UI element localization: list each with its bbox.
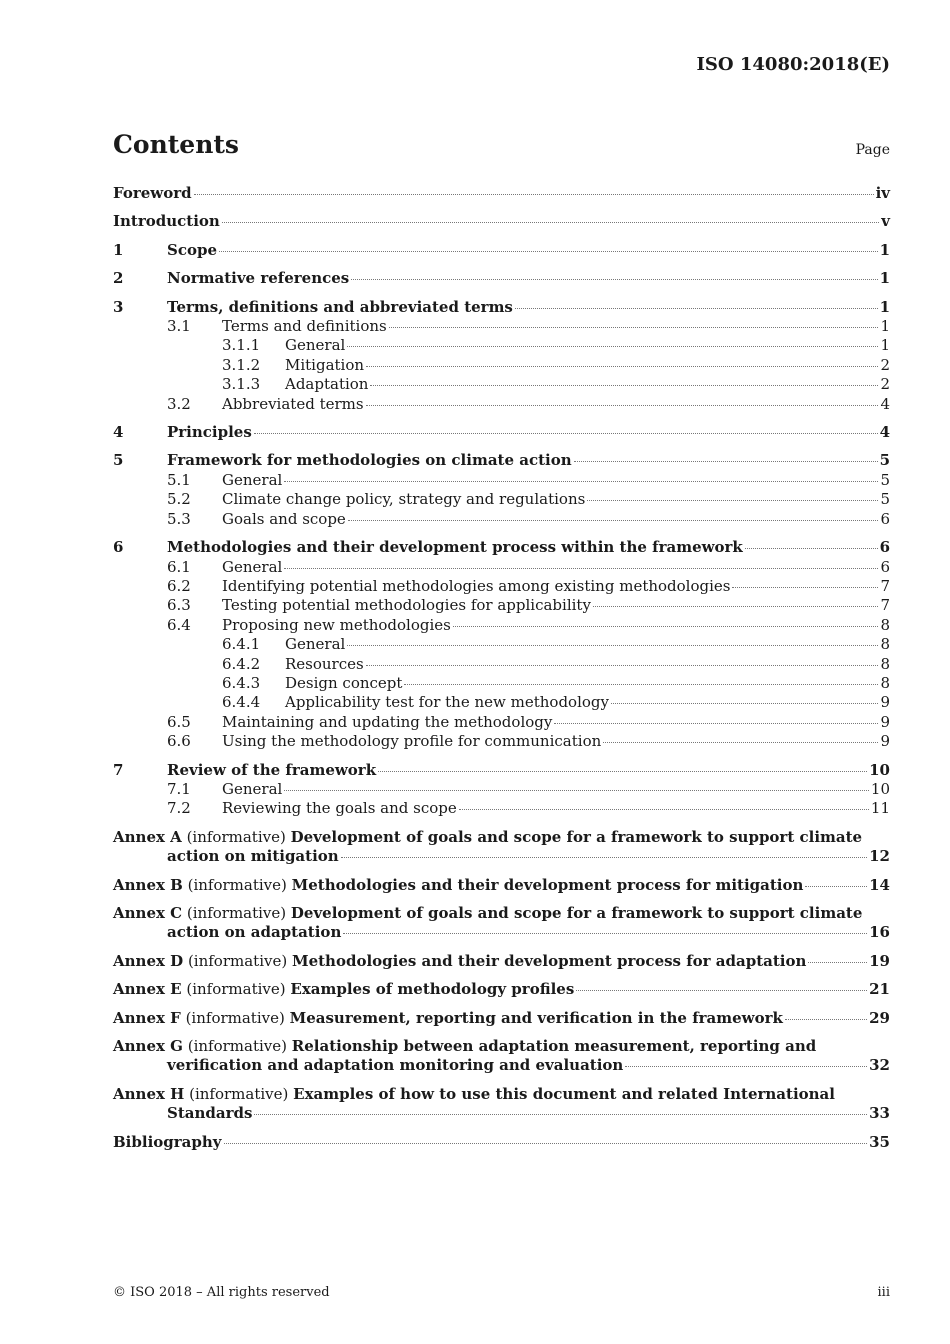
toc-annex-entry[interactable] xyxy=(113,904,890,943)
toc-entry-page: 10 xyxy=(870,779,890,798)
toc-entry-page: 9 xyxy=(880,732,890,751)
dot-leader xyxy=(625,1066,867,1067)
dot-leader xyxy=(219,251,878,252)
annex-title: Development of goals and scope for a framework to support climate xyxy=(290,827,863,846)
table-of-contents xyxy=(113,184,890,1152)
toc-entry-text xyxy=(285,635,880,654)
dot-leader xyxy=(254,1114,867,1115)
annex-line-1 xyxy=(113,1085,890,1104)
toc-entry-number: 6.5 xyxy=(167,712,191,731)
annex-label: Annex D xyxy=(113,951,184,970)
annex-title-wrap xyxy=(113,952,806,971)
annex-label: Annex F xyxy=(113,1008,181,1027)
dot-leader xyxy=(389,327,879,328)
dot-leader xyxy=(587,500,878,501)
annex-label: Annex E xyxy=(113,980,182,999)
toc-annex-entry[interactable] xyxy=(113,952,890,971)
toc-entry-page: 1 xyxy=(880,336,890,355)
toc-entry[interactable] xyxy=(113,471,890,490)
toc-entry-number: 4 xyxy=(113,423,124,442)
toc-entry-title: Mitigation xyxy=(285,355,365,374)
annex-title-wrap xyxy=(113,876,803,895)
toc-entry-text xyxy=(222,558,880,577)
toc-entry-text xyxy=(222,395,880,414)
toc-entry[interactable] xyxy=(113,780,890,799)
annex-title-continued: action on adaptation xyxy=(167,923,342,942)
toc-entry-page: 8 xyxy=(880,673,890,692)
toc-entry-text xyxy=(222,616,880,635)
annex-title: Relationship between adaptation measurement, reporting and xyxy=(291,1037,817,1056)
annex-label: Annex A xyxy=(113,827,182,846)
toc-entry-number: 5.3 xyxy=(167,509,191,528)
annex-line xyxy=(113,1009,890,1028)
annex-title: Examples of methodology profiles xyxy=(290,980,575,999)
dot-leader xyxy=(554,723,878,724)
toc-entry[interactable] xyxy=(113,761,890,780)
copyright-notice: © ISO 2018 – All rights reserved xyxy=(113,1285,330,1300)
dot-leader xyxy=(343,933,867,934)
toc-entry-text xyxy=(222,780,871,799)
toc-entry[interactable] xyxy=(113,616,890,635)
toc-entry-title: General xyxy=(285,336,346,355)
toc-entry-title: Introduction xyxy=(113,212,220,231)
dot-leader xyxy=(224,1143,868,1144)
dot-leader xyxy=(366,665,879,666)
toc-entry-page: 6 xyxy=(880,509,890,528)
toc-entry-page: 35 xyxy=(869,1132,890,1151)
toc-entry-title: Abbreviated terms xyxy=(222,394,364,413)
toc-entry-page: 12 xyxy=(869,847,890,866)
dot-leader xyxy=(574,461,878,462)
toc-entry-text xyxy=(113,184,876,203)
toc-entry-number: 6.3 xyxy=(167,596,191,615)
annex-title-continued: Standards xyxy=(167,1104,253,1123)
toc-entry[interactable] xyxy=(113,510,890,529)
toc-entry-number: 6.2 xyxy=(167,576,191,595)
toc-entry-text xyxy=(222,471,880,490)
toc-entry-number: 2 xyxy=(113,269,124,288)
toc-entry-number: 3.1 xyxy=(167,317,191,336)
toc-entry-text xyxy=(222,596,880,615)
toc-entry[interactable] xyxy=(113,490,890,509)
toc-entry-number: 6.4.3 xyxy=(222,673,261,692)
annex-title: Development of goals and scope for a framework to support climate xyxy=(290,904,863,922)
toc-entry-title: Proposing new methodologies xyxy=(222,615,451,634)
toc-entry-text xyxy=(222,732,880,751)
toc-entry[interactable] xyxy=(113,538,890,557)
toc-entry[interactable] xyxy=(113,693,890,712)
toc-entry-title: Identifying potential methodologies among existing methodologies xyxy=(222,576,731,595)
toc-entry-number: 6.6 xyxy=(167,732,191,751)
toc-entry[interactable] xyxy=(113,596,890,615)
annex-line-2 xyxy=(113,923,890,942)
toc-entry-text xyxy=(222,490,880,509)
toc-entry-title: Testing potential methodologies for applicability xyxy=(222,596,591,615)
toc-entry-title: Terms, definitions and abbreviated terms xyxy=(167,297,513,316)
toc-entry[interactable] xyxy=(113,336,890,355)
toc-entry-title: Using the methodology profile for communication xyxy=(222,732,602,751)
annex-line-1 xyxy=(113,828,890,847)
toc-entry-number: 3 xyxy=(113,297,124,316)
toc-annex-entry[interactable] xyxy=(113,980,890,999)
toc-entry-page: 14 xyxy=(869,875,890,894)
dot-leader xyxy=(611,703,878,704)
toc-entry-page: 1 xyxy=(879,240,890,259)
toc-entry-text xyxy=(167,538,880,557)
toc-entry[interactable] xyxy=(113,674,890,693)
toc-entry-title: General xyxy=(222,557,283,576)
toc-entry-title: Principles xyxy=(167,423,252,442)
toc-entry-page: 1 xyxy=(880,317,890,336)
toc-entry-page: 7 xyxy=(880,596,890,615)
annex-title-continued: action on mitigation xyxy=(167,847,339,866)
toc-entry-text xyxy=(113,212,881,231)
toc-entry-page: 4 xyxy=(879,423,890,442)
toc-entry-page: 2 xyxy=(880,355,890,374)
toc-entry-page: 8 xyxy=(880,615,890,634)
toc-entry-number: 7.2 xyxy=(167,799,191,818)
toc-entry-title: Terms and definitions xyxy=(222,317,387,336)
toc-entry-number: 6.4 xyxy=(167,615,191,634)
annex-label: Annex C xyxy=(113,904,183,922)
toc-entry-number: 7 xyxy=(113,760,124,779)
toc-entry-title: Reviewing the goals and scope xyxy=(222,799,457,818)
dot-leader xyxy=(785,1019,867,1020)
annex-informative-tag: (informative) xyxy=(183,951,292,970)
toc-entry[interactable] xyxy=(113,451,890,470)
toc-entry-title: Bibliography xyxy=(113,1132,222,1151)
toc-entry[interactable] xyxy=(113,184,890,203)
dot-leader xyxy=(284,568,878,569)
dot-leader xyxy=(347,645,878,646)
dot-leader xyxy=(603,742,878,743)
dot-leader xyxy=(366,366,878,367)
toc-entry-page: 9 xyxy=(880,693,890,712)
annex-line-2 xyxy=(113,847,890,866)
toc-annex-entry[interactable] xyxy=(113,1009,890,1028)
toc-entry-text xyxy=(285,356,880,375)
toc-entry[interactable] xyxy=(113,375,890,394)
toc-entry-number: 3.2 xyxy=(167,394,191,413)
dot-leader xyxy=(351,279,877,280)
toc-entry-number: 6.4.1 xyxy=(222,635,261,654)
toc-entry-text xyxy=(167,761,869,780)
annex-line-2 xyxy=(113,1056,890,1075)
dot-leader xyxy=(284,790,869,791)
toc-entry-page: 5 xyxy=(880,490,890,509)
toc-entry-number: 3.1.2 xyxy=(222,355,261,374)
toc-entry-text xyxy=(222,577,880,596)
toc-entry-page: v xyxy=(881,212,890,231)
toc-annex-entry[interactable] xyxy=(113,1085,890,1124)
toc-entry-title: Review of the framework xyxy=(167,760,377,779)
dot-leader xyxy=(515,308,878,309)
toc-entry[interactable] xyxy=(113,269,890,288)
toc-entry-text xyxy=(113,1133,869,1152)
toc-entry-number: 7.1 xyxy=(167,779,191,798)
toc-entry-title: Maintaining and updating the methodology xyxy=(222,712,553,731)
toc-entry-title: Foreword xyxy=(113,184,192,202)
toc-entry-title: Scope xyxy=(167,240,218,259)
dot-leader xyxy=(576,990,867,991)
toc-annex-entry[interactable] xyxy=(113,876,890,895)
annex-line xyxy=(113,952,890,971)
annex-line xyxy=(113,980,890,999)
toc-entry-page: 11 xyxy=(870,799,890,818)
annex-informative-tag: (informative) xyxy=(181,980,291,999)
toc-entry[interactable] xyxy=(113,558,890,577)
toc-entry-page: 29 xyxy=(869,1008,890,1027)
annex-label: Annex G xyxy=(113,1037,183,1056)
toc-entry[interactable] xyxy=(113,713,890,732)
toc-entry[interactable] xyxy=(113,356,890,375)
toc-entry[interactable] xyxy=(113,395,890,414)
annex-informative-tag: (informative) xyxy=(182,904,291,922)
dot-leader xyxy=(593,606,879,607)
toc-entry-page: 21 xyxy=(869,980,890,999)
annex-title: Methodologies and their development process for mitigation xyxy=(291,875,804,894)
toc-annex-entry[interactable] xyxy=(113,828,890,867)
toc-entry-page: 9 xyxy=(880,712,890,731)
dot-leader xyxy=(378,771,867,772)
toc-annex-entry[interactable] xyxy=(113,1037,890,1076)
dot-leader xyxy=(732,587,878,588)
toc-entry-number: 5 xyxy=(113,451,124,470)
toc-entry-text xyxy=(285,693,880,712)
toc-entry-text xyxy=(167,298,880,317)
toc-entry-text xyxy=(285,336,880,355)
annex-line-2 xyxy=(113,1104,890,1123)
toc-entry[interactable] xyxy=(113,732,890,751)
dot-leader xyxy=(284,481,878,482)
toc-entry-title: Resources xyxy=(285,654,364,673)
toc-entry-page: 1 xyxy=(879,297,890,316)
toc-entry-title: Normative references xyxy=(167,269,350,288)
toc-entry-text xyxy=(167,269,880,288)
toc-entry-page: 5 xyxy=(880,470,890,489)
dot-leader xyxy=(404,684,878,685)
toc-entry-page: 2 xyxy=(880,375,890,394)
toc-entry-text xyxy=(167,241,880,260)
toc-entry-page: 4 xyxy=(880,394,890,413)
toc-entry-title: General xyxy=(285,635,346,654)
toc-entry-page: 7 xyxy=(880,576,890,595)
dot-leader xyxy=(745,548,878,549)
annex-label: Annex H xyxy=(113,1084,185,1103)
toc-entry-page: 16 xyxy=(869,923,890,942)
toc-entry-number: 6.4.4 xyxy=(222,693,261,712)
toc-entry-title: General xyxy=(222,779,283,798)
toc-entry-page: 33 xyxy=(869,1104,890,1123)
toc-entry-title: Adaptation xyxy=(285,375,369,394)
dot-leader xyxy=(366,405,879,406)
toc-entry-title: Framework for methodologies on climate action xyxy=(167,451,572,470)
dot-leader xyxy=(805,886,867,887)
toc-entry-page: 32 xyxy=(869,1056,890,1075)
toc-entry-number: 6.1 xyxy=(167,557,191,576)
toc-entry-page: iv xyxy=(875,184,890,202)
toc-entry-page: 10 xyxy=(869,760,890,779)
toc-entry-title: Design concept xyxy=(285,673,403,692)
toc-entry[interactable] xyxy=(113,635,890,654)
dot-leader xyxy=(341,857,867,858)
toc-entry-page: 6 xyxy=(880,557,890,576)
toc-entry-number: 5.2 xyxy=(167,490,191,509)
toc-entry-text xyxy=(222,799,871,818)
dot-leader xyxy=(347,346,878,347)
toc-entry-number: 6 xyxy=(113,538,124,557)
annex-label: Annex B xyxy=(113,875,183,894)
toc-entry-text xyxy=(285,655,880,674)
toc-entry[interactable] xyxy=(113,212,890,231)
toc-entry-page: 5 xyxy=(879,451,890,470)
toc-entry-number: 3.1.1 xyxy=(222,336,261,355)
annex-informative-tag: (informative) xyxy=(184,1084,294,1103)
toc-entry-number: 5.1 xyxy=(167,470,191,489)
toc-entry[interactable] xyxy=(113,298,890,317)
annex-informative-tag: (informative) xyxy=(180,1008,290,1027)
toc-entry-number: 3.1.3 xyxy=(222,375,261,394)
annex-title: Methodologies and their development process for adaptation xyxy=(291,951,807,970)
dot-leader xyxy=(194,194,874,195)
toc-entry-page: 8 xyxy=(880,654,890,673)
toc-entry-text xyxy=(222,713,880,732)
annex-title-wrap xyxy=(113,1009,783,1028)
toc-entry-page: 6 xyxy=(879,538,890,557)
toc-entry-title: Goals and scope xyxy=(222,509,346,528)
toc-entry[interactable] xyxy=(113,423,890,442)
toc-entry[interactable] xyxy=(113,241,890,260)
annex-line-1 xyxy=(113,1037,890,1056)
toc-entry-title: General xyxy=(222,470,283,489)
toc-entry-number: 6.4.2 xyxy=(222,654,261,673)
dot-leader xyxy=(222,222,879,223)
annex-informative-tag: (informative) xyxy=(181,827,291,846)
annex-title: Measurement, reporting and verification in the framework xyxy=(289,1008,783,1027)
toc-entry-title: Applicability test for the new methodology xyxy=(285,693,609,712)
toc-entry-text xyxy=(167,423,880,442)
toc-entry[interactable] xyxy=(113,799,890,818)
annex-line-1 xyxy=(113,904,890,923)
toc-entry[interactable] xyxy=(113,577,890,596)
toc-entry-title: Methodologies and their development process within the framework xyxy=(167,538,743,557)
dot-leader xyxy=(459,809,869,810)
annex-informative-tag: (informative) xyxy=(182,875,292,894)
dot-leader xyxy=(453,626,879,627)
page-number: iii xyxy=(877,1285,890,1300)
toc-entry-text xyxy=(285,375,880,394)
toc-entry-text xyxy=(222,317,880,336)
toc-entry-title: Climate change policy, strategy and regulations xyxy=(222,490,586,509)
page-column-label: Page xyxy=(855,142,890,158)
toc-entry-page: 8 xyxy=(880,635,890,654)
toc-entry[interactable] xyxy=(113,655,890,674)
annex-title: Examples of how to use this document and related International xyxy=(293,1084,835,1103)
page-title: Contents xyxy=(113,130,240,159)
dot-leader xyxy=(348,520,879,521)
toc-entry-page: 19 xyxy=(869,951,890,970)
annex-line xyxy=(113,876,890,895)
annex-informative-tag: (informative) xyxy=(182,1037,292,1056)
dot-leader xyxy=(808,962,867,963)
dot-leader xyxy=(254,433,878,434)
toc-entry[interactable] xyxy=(113,317,890,336)
toc-entry-text xyxy=(222,510,880,529)
standard-identifier: ISO 14080:2018(E) xyxy=(696,54,890,75)
toc-entry-bibliography[interactable] xyxy=(113,1133,890,1152)
toc-entry-number: 1 xyxy=(113,240,124,259)
toc-entry-page: 1 xyxy=(879,269,890,288)
annex-title-continued: verification and adaptation monitoring and evaluation xyxy=(167,1056,624,1075)
dot-leader xyxy=(370,385,878,386)
toc-entry-text xyxy=(285,674,880,693)
toc-entry-text xyxy=(167,451,880,470)
annex-title-wrap xyxy=(113,980,574,999)
